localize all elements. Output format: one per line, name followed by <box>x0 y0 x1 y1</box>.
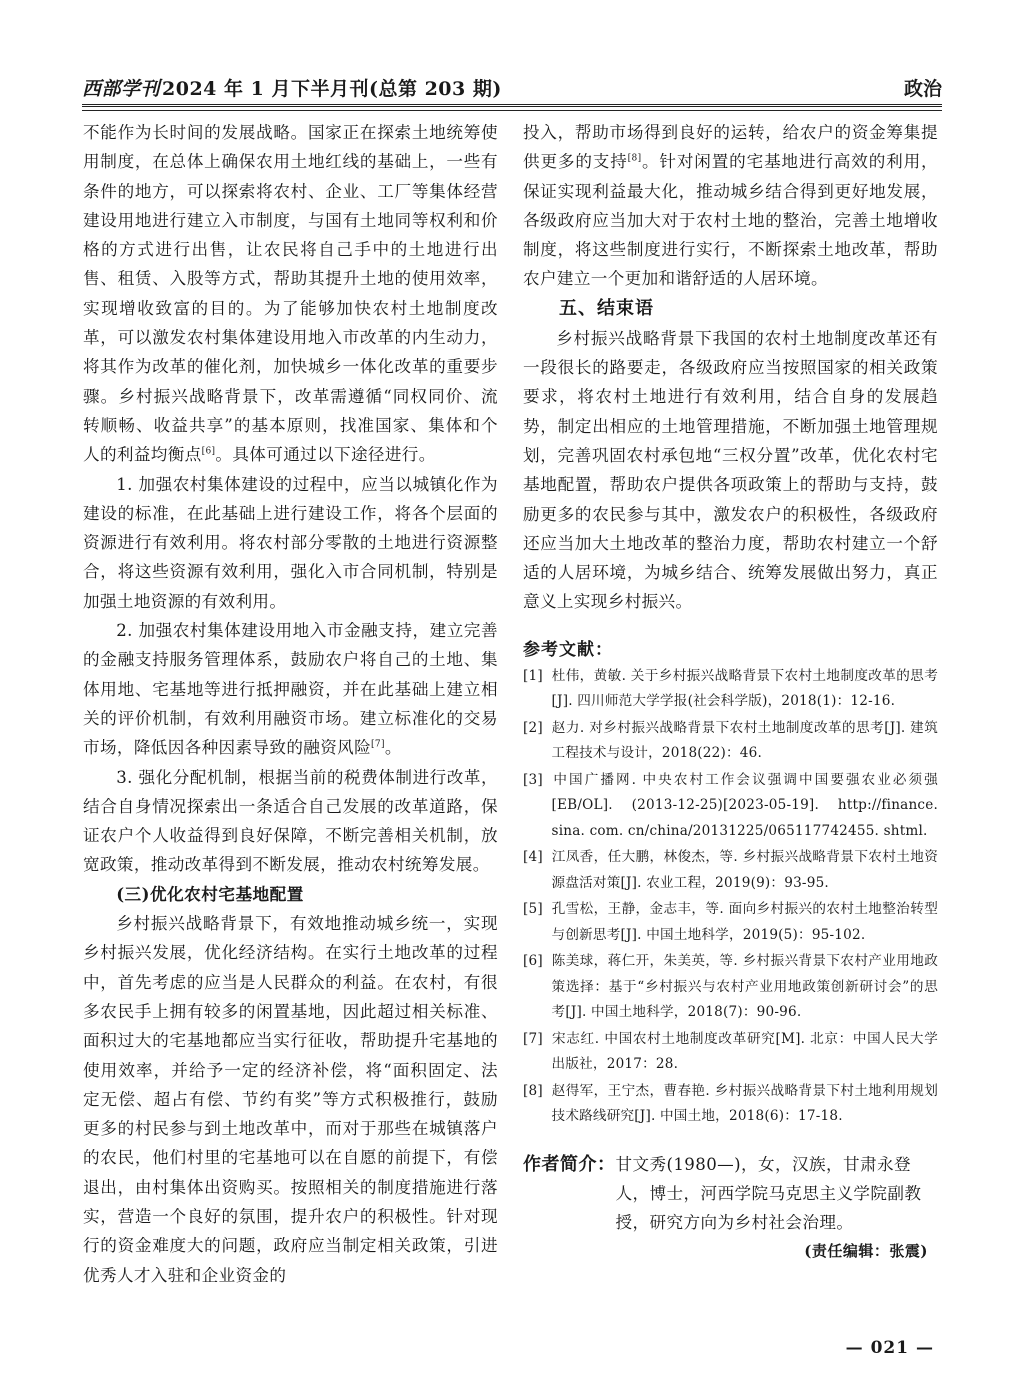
citation: [6] <box>201 446 216 457</box>
reference-number: [6] <box>523 953 543 970</box>
reference-text: 孔雪松，王静，金志丰，等. 面向乡村振兴的农村土地整治转型与创新思考[J]. 中国土地科学，2019(5)：95-102. <box>551 901 938 943</box>
section-heading: 五、结束语 <box>559 297 654 319</box>
reference-item <box>523 949 938 1026</box>
reference-list <box>523 664 938 1130</box>
editor-credit: (责任编辑：张震) <box>804 1241 928 1260</box>
page-number: — 021 — <box>845 1338 934 1358</box>
paragraph-text: 。具体可通过以下途径进行。 <box>215 445 436 465</box>
reference-item <box>523 664 938 715</box>
citation: [8] <box>627 153 642 164</box>
author-bio <box>523 1150 938 1238</box>
reference-item <box>523 1027 938 1078</box>
reference-text: 杜伟，黄敏. 关于乡村振兴战略背景下农村土地制度改革的思考[J]. 四川师范大学学报(社会科学版)，2018(1)：12-16. <box>551 667 938 710</box>
reference-item <box>523 897 938 948</box>
section-label: 政治 <box>903 78 942 100</box>
reference-item <box>523 768 938 845</box>
header-rule <box>82 104 942 111</box>
journal-title <box>82 74 502 101</box>
reference-text: 赵得军，王宁杰，曹春艳. 乡村振兴战略背景下村土地利用规划技术路线研究[J]. 中国土地，2018(6)：17-18. <box>551 1082 938 1125</box>
paragraph: 1. 加强农村集体建设的过程中，应当以城镇化作为建设的标准，在此基础上进行建设工作，将各个层面的资源进行有效利用。将农村部分零散的土地进行资源整合，将这些资源有效利用，强化入市合同机制，特别是加强土地资源的有效利用。 <box>83 474 498 611</box>
paragraph: 3. 强化分配机制，根据当前的税费体制进行改革，结合自身情况探索出一条适合自己发展的改革道路，保证农户个人收益得到良好保障，不断完善相关机制，放宽政策，推动改革得到不断发展，推动农村统筹发展。 <box>83 767 498 875</box>
right-column <box>523 118 938 1261</box>
reference-number: [7] <box>523 1030 543 1047</box>
reference-number: [1] <box>523 667 543 684</box>
paragraph-text: 2. 加强农村集体建设用地入市金融支持，建立完善的金融支持服务管理体系，鼓励农户将自己的土地、集体用地、宅基地等进行抵押融资，并在此基础上建立相关的评价机制，有效利用融资市场。建立标准化的交易市场，降低因各种因素导致的融资风险 <box>83 621 498 758</box>
reference-number: [5] <box>523 901 543 918</box>
paragraph: 乡村振兴战略背景下，有效地推动城乡统一，实现乡村振兴发展，优化经济结构。在实行土地改革的过程中，首先考虑的应当是人民群众的利益。在农村，有很多农民手上拥有较多的闲置基地，因此超过相关标准、面积过大的宅基地都应当实行征收，帮助提升宅基地的使用效率，并给予一定的经济补偿，将“面积固定、法定无偿、超占有偿、节约有奖”等方式积极推行，鼓励更多的村民参与到土地改革中，而对于那些在城镇落户的农民，他们村里的宅基地可以在自愿的前提下，有偿退出，由村集体出资购买。按照相关的制度措施进行落实，营造一个良好的氛围，提升农户的积极性。针对现行的资金难度大的问题，政府应当制定相关政策，引进优秀人才入驻和企业资金的 <box>83 914 498 1285</box>
reference-text: 陈美球，蒋仁开，朱美英，等. 乡村振兴背景下农村产业用地政策选择：基于“乡村振兴与农村产业用地政策创新研讨会”的思考[J]. 中国土地科学，2018(7)：90-96. <box>551 953 938 1021</box>
paragraph <box>83 616 498 762</box>
reference-item <box>523 716 938 767</box>
left-column <box>83 118 498 1290</box>
author-text: 甘文秀(1980—)，女，汉族，甘肃永登人，博士，河西学院马克思主义学院副教授，研究方向为乡村社会治理。 <box>615 1154 922 1233</box>
paragraph-text: 不能作为长时间的发展战略。国家正在探索土地统筹使用制度，在总体上确保农用土地红线的基础上，一些有条件的地方，可以探索将农村、企业、工厂等集体经营建设用地进行建立入市制度，与国有土地同等权利和价格的方式进行出售，让农民将自己手中的土地进行出售、租赁、入股等方式，帮助其提升土地的使用效率，实现增收致富的目的。为了能够加快农村土地制度改革，可以激发农村集体建设用地入市改革的内生动力，将其作为改革的催化剂，加快城乡一体化改革的重要步骤。乡村振兴战略背景下，改革需遵循“同权同价、流转顺畅、收益共享”的基本原则，找准国家、集体和个人的利益均衡点 <box>83 123 498 465</box>
reference-item <box>523 1079 938 1130</box>
running-header <box>82 68 942 102</box>
reference-number: [2] <box>523 719 543 736</box>
reference-number: [8] <box>523 1082 543 1099</box>
reference-text: 赵力. 对乡村振兴战略背景下农村土地制度改革的思考[J]. 建筑工程技术与设计，2018(22)：46. <box>551 719 938 762</box>
reference-text: 江凤香，任大鹏，林俊杰，等. 乡村振兴战略背景下农村土地资源盘活对策[J]. 农业工程，2019(9)：93-95. <box>551 849 938 891</box>
reference-number: [4] <box>523 849 543 866</box>
author-label: 作者简介： <box>523 1153 616 1175</box>
paragraph <box>523 118 938 294</box>
journal-logo: 西部学刊 <box>82 78 161 100</box>
subsection-heading: (三)优化农村宅基地配置 <box>116 883 304 904</box>
reference-text: 宋志红. 中国农村土地制度改革研究[M]. 北京：中国人民大学出版社，2017：28. <box>551 1030 938 1073</box>
journal-issue: 2024 年 1 月下半月刊(总第 203 期) <box>162 78 502 100</box>
reference-item <box>523 845 938 896</box>
paragraph-text: 投入，帮助市场得到良好的运转，给农户的资金筹集提供更多的支持 <box>523 123 938 172</box>
paragraph: 乡村振兴战略背景下我国的农村土地制度改革还有一段很长的路要走，各级政府应当按照国家的相关政策要求，将农村土地进行有效利用，结合自身的发展趋势，制定出相应的土地管理措施，不断加强土地管理规划，完善巩固农村承包地“三权分置”改革，优化农村宅基地配置，帮助农户提供各项政策上的帮助与支持，鼓励更多的农民参与其中，激发农户的积极性，各级政府还应当加大土地改革的整治力度，帮助农村建立一个舒适的人居环境，为城乡结合、统筹发展做出努力，真正意义上实现乡村振兴。 <box>523 328 938 612</box>
reference-text: 中国广播网. 中央农村工作会议强调中国要强农业必须强[EB/OL]. (2013-12-25)[2023-05-19]. http://finance. sina. com. cn/china/20131225/065117742455. shtml. <box>551 771 938 839</box>
references-heading: 参考文献： <box>523 639 613 660</box>
paragraph-text: 。针对闲置的宅基地进行高效的利用，保证实现利益最大化，推动城乡结合得到更好地发展，各级政府应当加大对于农村土地的整治，完善土地增收制度，将这些制度进行实行，不断探索土地改革，帮助农户建立一个更加和谐舒适的人居环境。 <box>523 152 938 289</box>
citation: [7] <box>371 739 385 750</box>
paragraph-text: 。 <box>384 738 402 758</box>
reference-number: [3] <box>523 771 543 788</box>
paragraph <box>83 118 498 470</box>
